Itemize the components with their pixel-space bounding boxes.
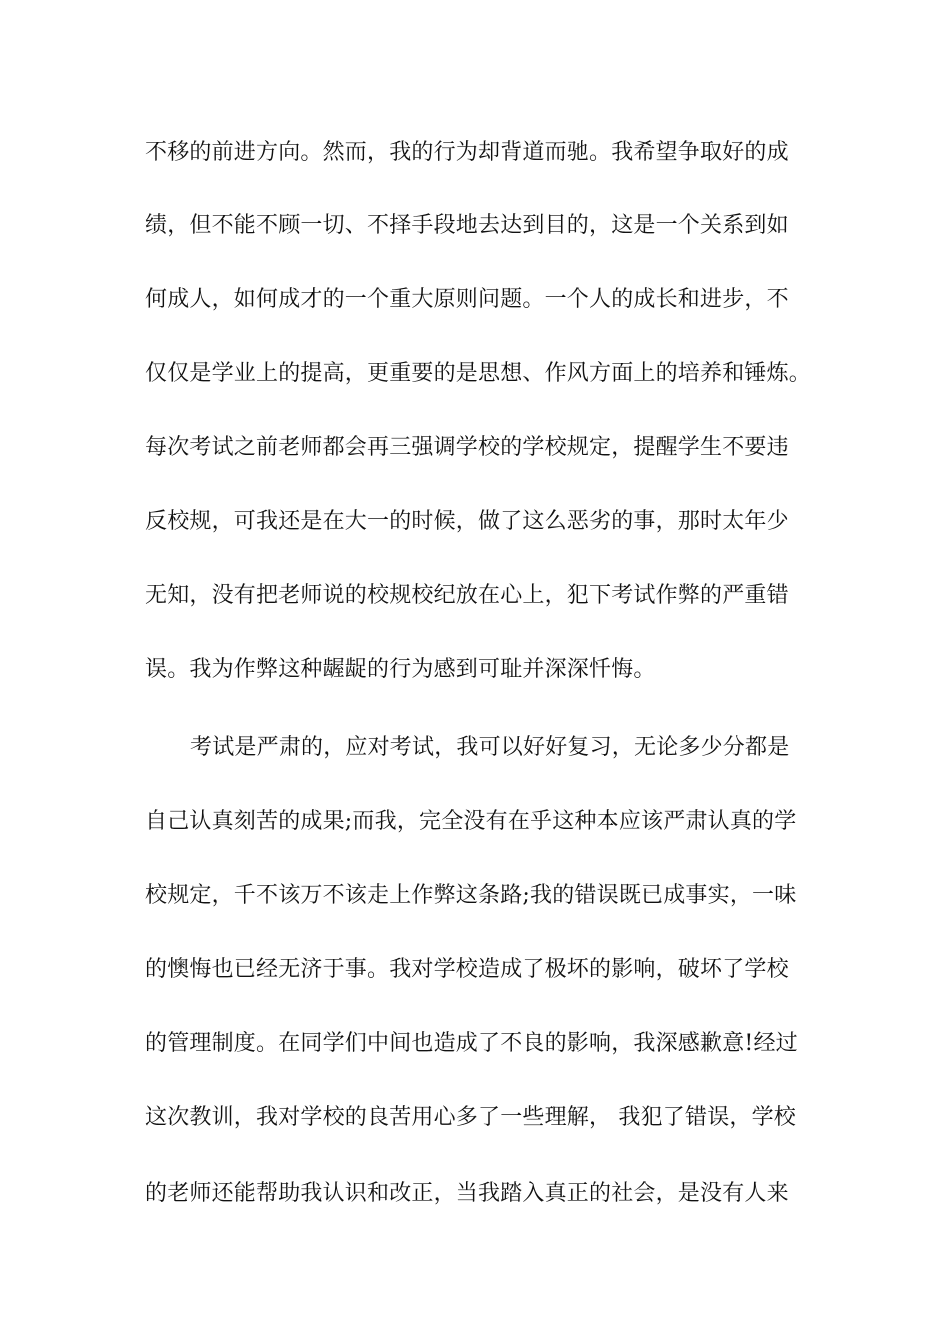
text-line: 不移的前进方向。然而，我的行为却背道而驰。我希望争取好的成 xyxy=(145,140,789,165)
text-line: 无知，没有把老师说的校规校纪放在心上，犯下考试作弊的严重错 xyxy=(145,583,789,608)
text-line: 反校规，可我还是在大一的时候，做了这么恶劣的事，那时太年少 xyxy=(145,509,789,534)
text-line: 误。我为作弊这种龌龊的行为感到可耻并深深忏悔。 xyxy=(145,657,656,682)
text-line: 这次教训，我对学校的良苦用心多了一些理解， 我犯了错误，学校 xyxy=(145,1105,796,1130)
text-line: 自己认真刻苦的成果;而我，完全没有在乎这种本应该严肃认真的学 xyxy=(145,809,797,834)
text-line: 绩，但不能不顾一切、不择手段地去达到目的，这是一个关系到如 xyxy=(145,213,789,238)
text-line: 校规定，千不该万不该走上作弊这条路;我的错误既已成事实，一味 xyxy=(145,883,797,908)
paragraph-first-line: 考试是严肃的，应对考试，我可以好好复习，无论多少分都是 xyxy=(190,735,790,760)
text-line: 的管理制度。在同学们中间也造成了不良的影响，我深感歉意!经过 xyxy=(145,1031,798,1056)
text-line: 仅仅是学业上的提高，更重要的是思想、作风方面上的培养和锤炼。 xyxy=(145,361,812,386)
text-line: 每次考试之前老师都会再三强调学校的学校规定，提醒学生不要违 xyxy=(145,435,789,460)
text-line: 的懊悔也已经无济于事。我对学校造成了极坏的影响，破坏了学校 xyxy=(145,957,789,982)
text-line: 何成人，如何成才的一个重大原则问题。一个人的成长和进步，不 xyxy=(145,287,789,312)
text-line: 的老师还能帮助我认识和改正，当我踏入真正的社会，是没有人来 xyxy=(145,1181,789,1206)
